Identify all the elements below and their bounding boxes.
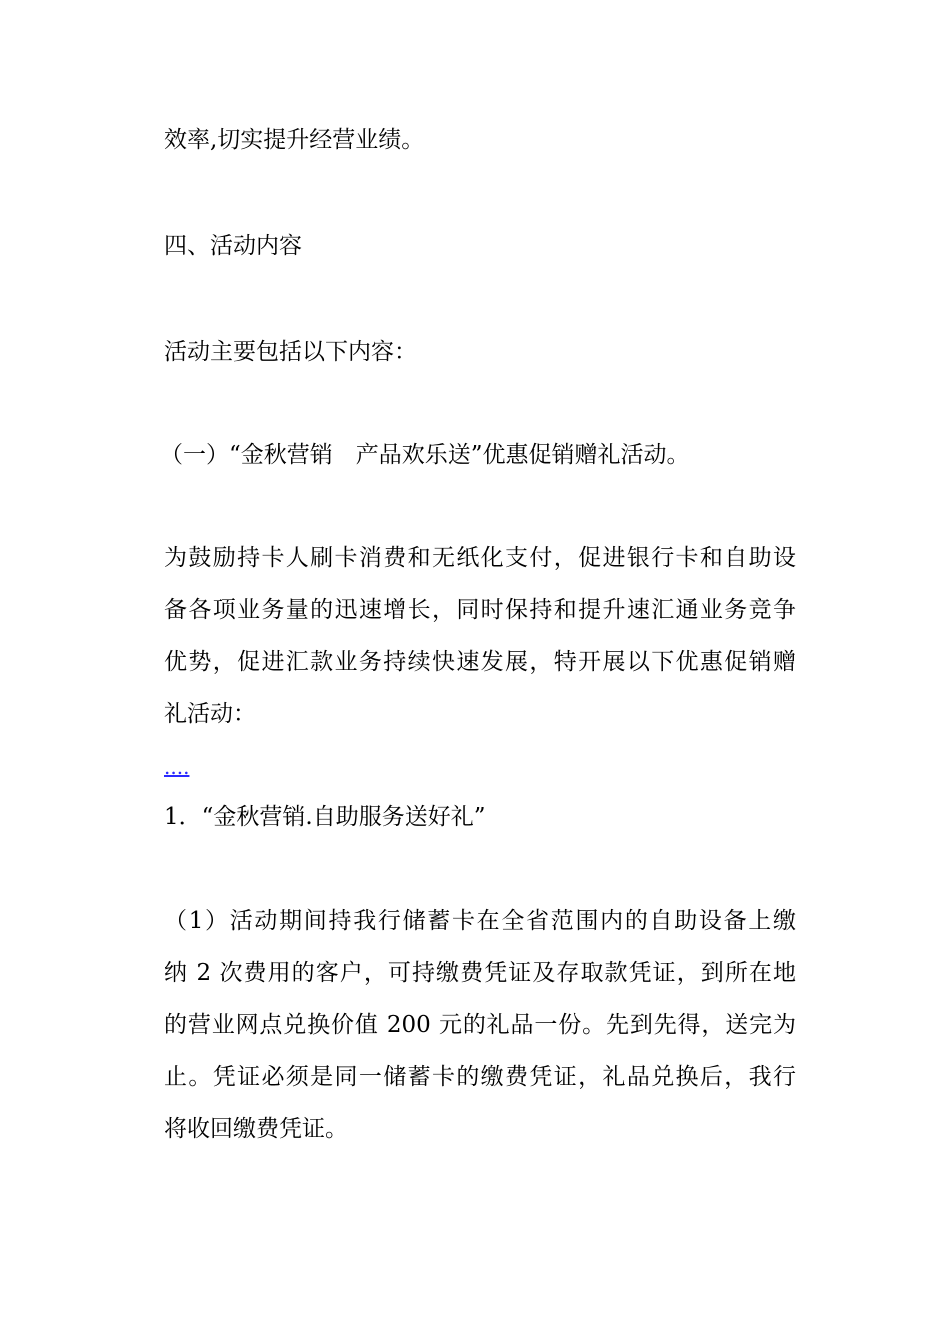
paragraph-line: 优势，促进汇款业务持续快速发展，特开展以下优惠促销赠 (164, 649, 796, 675)
item-title: 1．“金秋营销.自助服务送好礼” (164, 804, 486, 830)
paragraph-line: 为鼓励持卡人刷卡消费和无纸化支付，促进银行卡和自助设 (164, 545, 796, 571)
paragraph-item-details (164, 895, 796, 1155)
text-line-efficiency: 效率,切实提升经营业绩。 (164, 127, 425, 153)
paragraph-line: 备各项业务量的迅速增长，同时保持和提升速汇通业务竞争 (164, 597, 796, 623)
ellipsis-link[interactable]: .... (164, 755, 190, 779)
subheading: （一）“金秋营销 产品欢乐送”优惠促销赠礼活动。 (160, 442, 690, 468)
paragraph-line: 礼活动： (164, 701, 256, 727)
paragraph-line: 将收回缴费凭证。 (164, 1116, 348, 1142)
paragraph-promotion (164, 532, 796, 740)
paragraph-line: 止。凭证必须是同一储蓄卡的缴费凭证，礼品兑换后，我行 (164, 1064, 796, 1090)
paragraph-line: 的营业网点兑换价值 200 元的礼品一份。先到先得，送完为 (164, 1012, 796, 1038)
section-heading: 四、活动内容 (164, 233, 302, 259)
intro-text: 活动主要包括以下内容： (164, 339, 417, 365)
paragraph-line: （1）活动期间持我行储蓄卡在全省范围内的自助设备上缴 (164, 908, 796, 934)
paragraph-line: 纳 2 次费用的客户，可持缴费凭证及存取款凭证，到所在地 (164, 960, 796, 986)
